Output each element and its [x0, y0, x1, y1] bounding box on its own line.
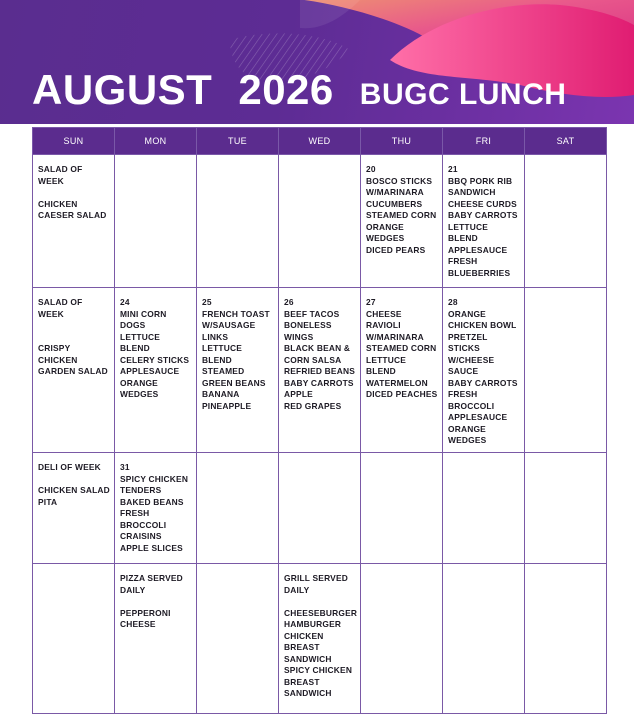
day-cell — [279, 453, 361, 564]
day-cell — [115, 564, 197, 714]
week-row — [33, 288, 607, 453]
day-cell — [525, 453, 607, 564]
day-cell-text: 27 CHEESE RAVIOLI W/MARINARA STEAMED CORN LETTUCE BLEND WATERMELON DICED PEACHES — [366, 297, 438, 399]
day-cell — [33, 155, 115, 288]
title-year: 2026 — [238, 66, 334, 113]
day-cell-text: GRILL SERVED DAILY CHEESEBURGER HAMBURGER CHICKEN BREAST SANDWICH SPICY CHICKEN BREAST SANDWICH — [284, 573, 358, 698]
day-cell — [443, 564, 525, 714]
day-cell-text: SALAD OF WEEK CRISPY CHICKEN GARDEN SALAD — [38, 297, 108, 376]
day-cell — [525, 288, 607, 453]
day-cell — [525, 564, 607, 714]
day-cell — [197, 453, 279, 564]
weekday-header: MON — [115, 128, 197, 155]
day-cell — [361, 453, 443, 564]
day-cell-text: 31 SPICY CHICKEN TENDERS BAKED BEANS FRESH BROCCOLI CRAISINS APPLE SLICES — [120, 462, 189, 553]
weekday-header: WED — [279, 128, 361, 155]
header-banner — [0, 0, 634, 124]
day-cell — [361, 288, 443, 453]
day-cell — [33, 453, 115, 564]
day-cell-text: SALAD OF WEEK CHICKEN CAESER SALAD — [38, 164, 107, 220]
day-cell — [115, 155, 197, 288]
day-cell-text: 21 BBQ PORK RIB SANDWICH CHEESE CURDS BABY CARROTS LETTUCE BLEND APPLESAUCE FRESH BLUEBERRIES — [448, 164, 518, 278]
day-cell — [197, 288, 279, 453]
weekday-header-row — [33, 128, 607, 155]
title-subtitle: BUGC LUNCH — [359, 78, 567, 111]
calendar-table — [32, 127, 607, 714]
day-cell — [197, 155, 279, 288]
week-row — [33, 155, 607, 288]
week-row — [33, 564, 607, 714]
day-cell-text: 24 MINI CORN DOGS LETTUCE BLEND CELERY STICKS APPLESAUCE ORANGE WEDGES — [120, 297, 190, 399]
day-cell — [115, 288, 197, 453]
day-cell-text: DELI OF WEEK CHICKEN SALAD PITA — [38, 462, 110, 507]
day-cell — [33, 564, 115, 714]
day-cell — [115, 453, 197, 564]
title-month: AUGUST — [32, 66, 213, 113]
day-cell-text: 20 BOSCO STICKS W/MARINARA CUCUMBERS STEAMED CORN ORANGE WEDGES DICED PEARS — [366, 164, 437, 255]
weekday-header: TUE — [197, 128, 279, 155]
day-cell — [279, 155, 361, 288]
day-cell — [443, 453, 525, 564]
day-cell — [197, 564, 279, 714]
day-cell-text: 25 FRENCH TOAST W/SAUSAGE LINKS LETTUCE BLEND STEAMED GREEN BEANS BANANA PINEAPPLE — [202, 297, 270, 411]
day-cell — [279, 564, 361, 714]
day-cell-text: 28 ORANGE CHICKEN BOWL PRETZEL STICKS W/CHEESE SAUCE BABY CARROTS FRESH BROCCOLI APPLESAUCE ORANGE WEDGES — [448, 297, 518, 445]
day-cell — [279, 288, 361, 453]
weekday-header: SUN — [33, 128, 115, 155]
day-cell-text: PIZZA SERVED DAILY PEPPERONI CHEESE — [120, 573, 183, 629]
weekday-header: SAT — [525, 128, 607, 155]
weekday-header: FRI — [443, 128, 525, 155]
day-cell — [525, 155, 607, 288]
week-row — [33, 453, 607, 564]
weekday-header: THU — [361, 128, 443, 155]
day-cell-text: 26 BEEF TACOS BONELESS WINGS BLACK BEAN & CORN SALSA REFRIED BEANS BABY CARROTS APPLE RED GRAPES — [284, 297, 356, 411]
day-cell — [361, 155, 443, 288]
page-title — [32, 66, 566, 114]
day-cell — [361, 564, 443, 714]
day-cell — [443, 288, 525, 453]
day-cell — [443, 155, 525, 288]
day-cell — [33, 288, 115, 453]
